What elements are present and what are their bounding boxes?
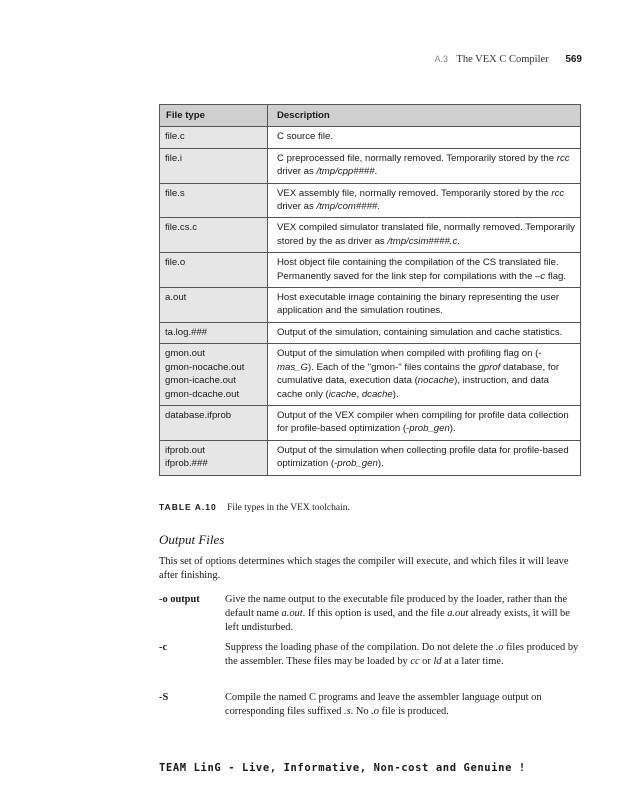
- option-S: [159, 691, 583, 719]
- file-type-name: ifprob.out: [165, 444, 206, 456]
- description-cell: [268, 148, 581, 183]
- file-type-name: a.out: [165, 292, 187, 304]
- option-o-output: [159, 593, 583, 635]
- description-cell: [268, 253, 581, 288]
- text-run: .: [374, 166, 378, 178]
- text-run: Host object file containing the compilation of the CS translated file. Permanently saved for the link step for compilations with the: [277, 257, 559, 282]
- text-run: ).: [392, 388, 399, 400]
- running-title: The VEX C Compiler: [456, 54, 549, 65]
- table-row: [160, 344, 581, 406]
- table-caption-label: TABLE A.10: [159, 502, 217, 512]
- file-type-cell: [160, 322, 268, 343]
- text-run: C preprocessed file, normally removed. Temporarily stored by the: [277, 152, 557, 164]
- italic-text: a.out: [281, 608, 303, 619]
- table-row: [160, 440, 581, 475]
- file-types-table: [159, 104, 581, 476]
- file-type-cell: [160, 127, 268, 148]
- file-type-cell: [160, 148, 268, 183]
- file-type-name: file.cs.c: [165, 222, 197, 234]
- text-run: .: [377, 201, 380, 213]
- italic-text: icache: [328, 388, 357, 400]
- file-type-name: file.s: [165, 187, 185, 199]
- table-header-row: [160, 105, 581, 127]
- italic-text: .s: [344, 706, 351, 717]
- text-run: at a later time.: [441, 656, 504, 667]
- text-run: file is produced.: [378, 706, 449, 717]
- italic-text: rcc: [551, 187, 565, 199]
- table-body: [160, 127, 581, 475]
- italic-text: gprof: [478, 361, 501, 373]
- table-caption: [159, 502, 350, 513]
- table-row: [160, 127, 581, 148]
- italic-text: cc: [410, 656, 420, 667]
- option-description: [225, 593, 583, 635]
- section-number: A.3: [434, 54, 448, 64]
- file-type-cell: [160, 344, 268, 406]
- italic-text: /tmp/com####: [316, 201, 378, 213]
- option-c: [159, 641, 583, 669]
- italic-text: -prob_gen: [334, 458, 378, 470]
- file-type-name: gmon-dcache.out: [165, 388, 240, 400]
- description-cell: [268, 288, 581, 323]
- file-type-name: gmon-icache.out: [165, 375, 236, 387]
- column-header-file-type: File type: [160, 105, 268, 127]
- text-run: database, for cumulative data, execution data (: [277, 361, 560, 387]
- italic-text: .o: [495, 642, 504, 653]
- file-type-cell: [160, 218, 268, 253]
- text-run: Give the name output to the executable file produced by the loader, rather than the default name: [225, 594, 568, 619]
- text-run: Output of the VEX compiler when compiling for profile data collection for profile-based optimization (: [277, 409, 569, 435]
- table-row: [160, 253, 581, 288]
- text-run: . If this option is used, and the file: [302, 608, 448, 619]
- italic-text: -prob_gen: [406, 423, 450, 435]
- italic-text: /tmp/cpp####: [316, 166, 375, 178]
- text-run: VEX assembly file, normally removed. Temporarily stored by the: [277, 187, 552, 199]
- text-run: driver as: [277, 166, 317, 178]
- text-run: Suppress the loading phase of the compilation. Do not delete the: [225, 642, 496, 653]
- italic-text: –c: [535, 270, 546, 282]
- file-type-name: database.ifprob: [165, 409, 232, 421]
- italic-text: nocache: [417, 375, 455, 387]
- text-run: already exists, it will be left undisturbed.: [225, 608, 570, 633]
- file-type-name: file.c: [165, 131, 185, 143]
- option-description: [225, 641, 583, 669]
- file-type-name: ta.log.###: [165, 326, 208, 338]
- description-cell: [268, 183, 581, 218]
- option-term: -c: [159, 642, 168, 653]
- file-type-name: ifprob.###: [165, 458, 208, 470]
- italic-text: ld: [433, 656, 442, 667]
- table-row: [160, 322, 581, 343]
- section-heading: Output Files: [159, 532, 225, 547]
- italic-text: dcache: [361, 388, 393, 400]
- table-row: [160, 183, 581, 218]
- file-type-name: file.i: [165, 152, 183, 164]
- text-run: Compile the named C programs and leave the assembler language output on corresponding files suffixed: [225, 692, 542, 717]
- text-run: VEX compiled simulator translated file, normally removed. Temporarily stored by the as driver as: [277, 222, 575, 247]
- page-number: 569: [565, 54, 582, 65]
- file-type-name: file.o: [165, 257, 186, 269]
- file-type-cell: [160, 405, 268, 440]
- text-run: ).: [449, 423, 456, 435]
- text-run: driver as: [277, 201, 317, 213]
- text-run: Host executable image containing the binary representing the user application and the simulation routines.: [277, 292, 560, 317]
- text-run: flag.: [545, 270, 567, 282]
- italic-text: rcc: [556, 152, 570, 164]
- table-caption-text: File types in the VEX toolchain.: [227, 503, 350, 513]
- text-run: Output of the simulation, containing simulation and cache statistics.: [277, 326, 563, 338]
- table-row: [160, 405, 581, 440]
- text-run: .: [457, 235, 460, 247]
- text-run: Output of the simulation when compiled with profiling flag on (: [277, 348, 539, 360]
- file-type-name: gmon-nocache.out: [165, 361, 245, 373]
- file-type-cell: [160, 253, 268, 288]
- description-cell: [268, 405, 581, 440]
- italic-text: -mas_G: [277, 348, 542, 373]
- italic-text: .o: [371, 706, 379, 717]
- text-run: ,: [356, 388, 362, 400]
- running-header: [434, 54, 582, 65]
- file-type-cell: [160, 440, 268, 475]
- intro-paragraph: This set of options determines which stages the compiler will execute, and which files it will leave after finishing.: [159, 556, 569, 581]
- text-run: ), instruction, and data cache only (: [277, 375, 550, 400]
- text-run: Output of the simulation when collecting profile data for profile-based optimization (: [277, 444, 569, 470]
- column-header-description: Description: [268, 105, 581, 127]
- option-term: -S: [159, 692, 169, 703]
- file-type-name: gmon.out: [165, 348, 206, 360]
- footer-watermark: TEAM LinG - Live, Informative, Non-cost and Genuine !: [159, 762, 526, 774]
- description-cell: [268, 218, 581, 253]
- option-term: -o output: [159, 594, 200, 605]
- description-cell: [268, 344, 581, 406]
- italic-text: a.out: [447, 608, 469, 619]
- text-run: ). Each of the "gmon-" files contains the: [307, 361, 479, 373]
- table-row: [160, 148, 581, 183]
- italic-text: /tmp/csim####.c: [387, 235, 458, 247]
- description-cell: [268, 440, 581, 475]
- text-run: ).: [377, 458, 384, 470]
- text-run: C source file.: [277, 131, 333, 143]
- file-type-cell: [160, 288, 268, 323]
- text-run: or: [419, 656, 434, 667]
- description-cell: [268, 322, 581, 343]
- option-description: [225, 691, 583, 719]
- file-type-cell: [160, 183, 268, 218]
- table-row: [160, 288, 581, 323]
- text-run: files produced by the assembler. These files may be loaded by: [225, 642, 579, 667]
- text-run: . No: [350, 706, 372, 717]
- description-cell: [268, 127, 581, 148]
- table-row: [160, 218, 581, 253]
